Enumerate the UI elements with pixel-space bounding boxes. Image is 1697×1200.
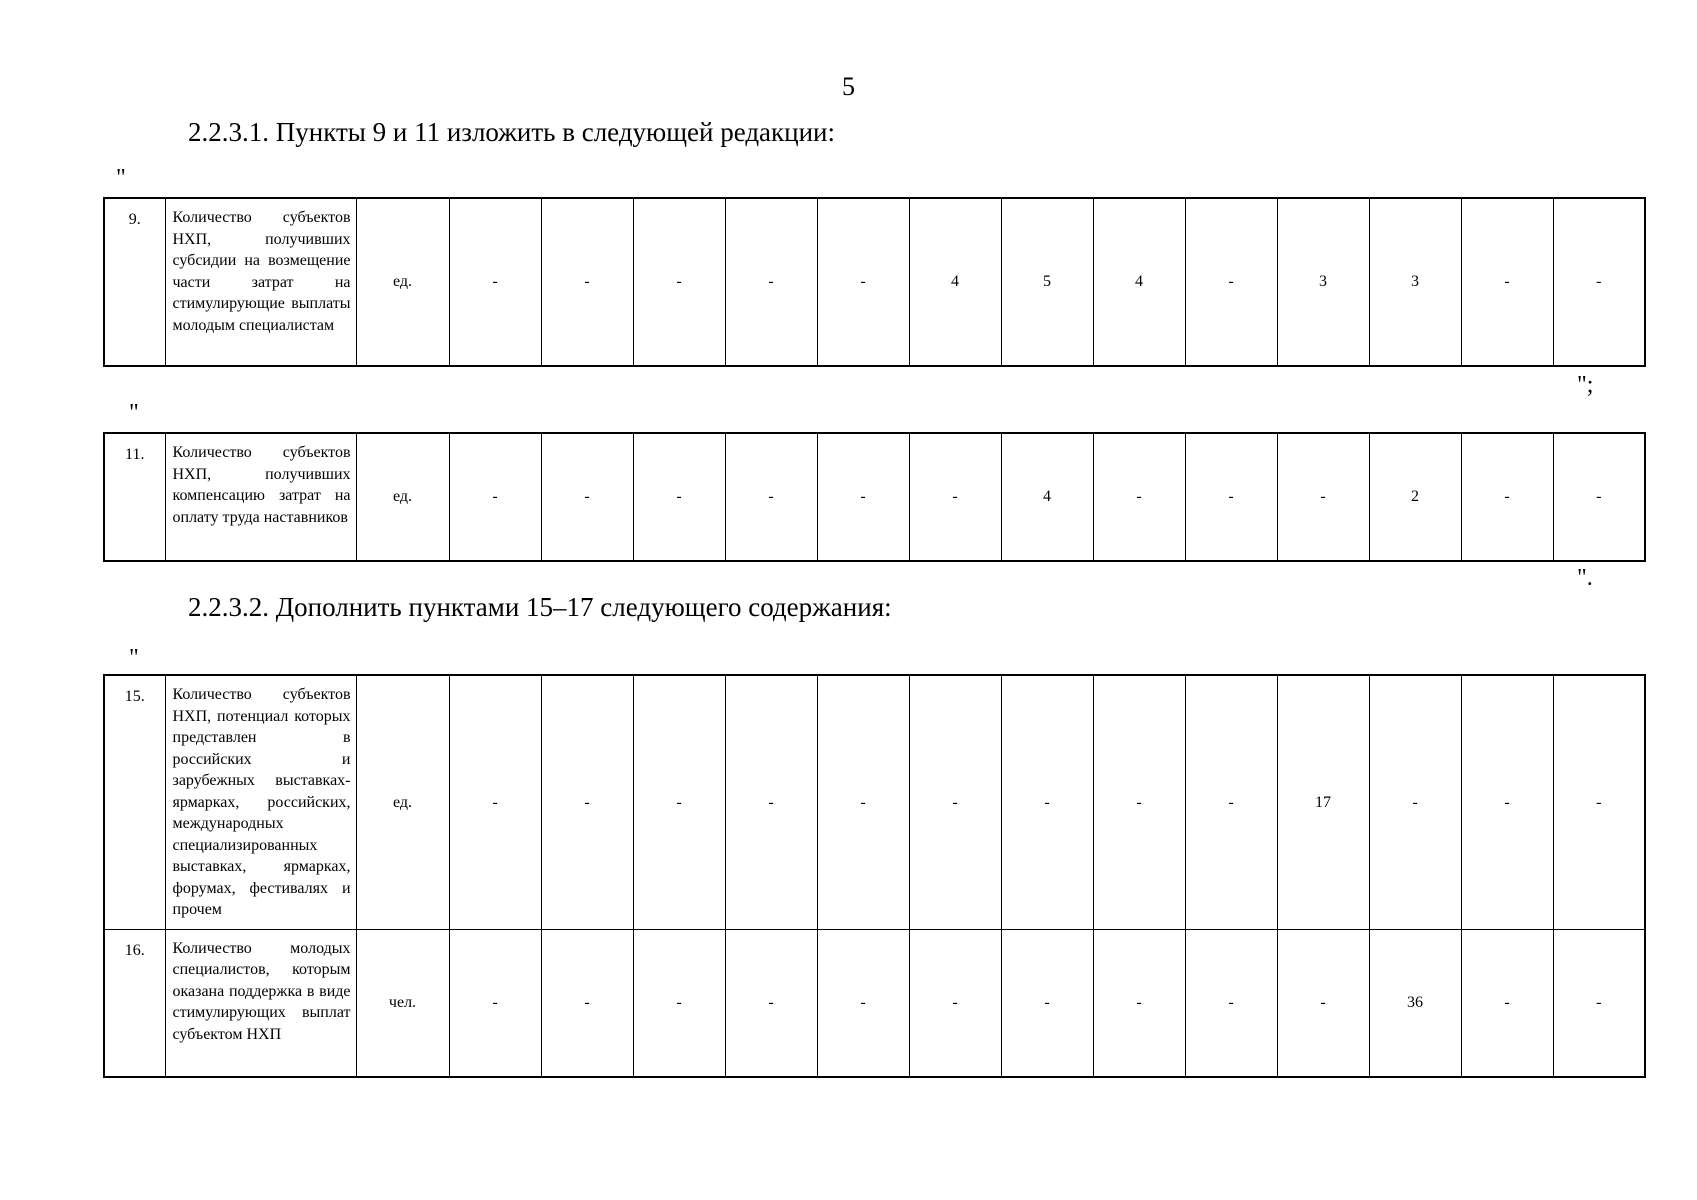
- value-cell: -: [1277, 929, 1369, 1077]
- unit-cell: ед.: [356, 198, 449, 366]
- indicator-description-cell: Количество субъектов НХП, потенциал которых представлен в российских и зарубежных выставках-ярмарках, российских, международных специализированных выставках, ярмарках, форумах, фестивалях и прочем: [165, 675, 356, 929]
- value-cell: -: [541, 675, 633, 929]
- value-cell: -: [1369, 675, 1461, 929]
- value-cell: -: [909, 675, 1001, 929]
- value-cell: -: [1461, 675, 1553, 929]
- value-cell: 36: [1369, 929, 1461, 1077]
- row-number-cell: 16.: [104, 929, 165, 1077]
- value-cell: -: [541, 198, 633, 366]
- value-cell: -: [817, 198, 909, 366]
- indicator-description-cell: Количество молодых специалистов, которым оказана поддержка в виде стимулирующих выплат субъектом НХП: [165, 929, 356, 1077]
- indicators-table-items-15-16: [103, 674, 1646, 1078]
- value-cell: -: [1185, 929, 1277, 1077]
- row-number-cell: 9.: [104, 198, 165, 366]
- value-cell: 4: [1093, 198, 1185, 366]
- value-cell: -: [725, 198, 817, 366]
- value-cell: 4: [909, 198, 1001, 366]
- value-cell: -: [1093, 929, 1185, 1077]
- value-cell: -: [633, 929, 725, 1077]
- opening-quote-mark: ": [129, 645, 139, 671]
- row-number-cell: 11.: [104, 433, 165, 561]
- value-cell: -: [1277, 433, 1369, 561]
- value-cell: 17: [1277, 675, 1369, 929]
- value-cell: -: [725, 675, 817, 929]
- value-cell: -: [1553, 198, 1645, 366]
- value-cell: -: [1461, 929, 1553, 1077]
- value-cell: -: [725, 433, 817, 561]
- value-cell: -: [541, 433, 633, 561]
- closing-quote-semicolon: ";: [1577, 372, 1594, 398]
- value-cell: -: [725, 929, 817, 1077]
- value-cell: -: [1185, 675, 1277, 929]
- indicator-description-cell: Количество субъектов НХП, получивших компенсацию затрат на оплату труда наставников: [165, 433, 356, 561]
- indicators-table-item-9: [103, 197, 1646, 367]
- value-cell: 3: [1277, 198, 1369, 366]
- value-cell: -: [1185, 198, 1277, 366]
- unit-cell: ед.: [356, 433, 449, 561]
- value-cell: -: [817, 929, 909, 1077]
- section-heading-2-2-3-2: 2.2.3.2. Дополнить пунктами 15–17 следующего содержания:: [188, 592, 892, 622]
- value-cell: -: [541, 929, 633, 1077]
- value-cell: -: [449, 198, 541, 366]
- value-cell: -: [1461, 433, 1553, 561]
- value-cell: -: [1001, 675, 1093, 929]
- value-cell: 2: [1369, 433, 1461, 561]
- page-number: 5: [842, 72, 855, 101]
- value-cell: -: [633, 675, 725, 929]
- value-cell: -: [633, 198, 725, 366]
- value-cell: -: [449, 433, 541, 561]
- indicators-table-item-11: [103, 432, 1646, 562]
- row-number-cell: 15.: [104, 675, 165, 929]
- unit-cell: ед.: [356, 675, 449, 929]
- value-cell: -: [817, 433, 909, 561]
- value-cell: 3: [1369, 198, 1461, 366]
- table-row: [104, 675, 1645, 929]
- value-cell: -: [449, 929, 541, 1077]
- value-cell: -: [1093, 433, 1185, 561]
- table-row: [104, 929, 1645, 1077]
- value-cell: -: [1461, 198, 1553, 366]
- value-cell: -: [1553, 433, 1645, 561]
- value-cell: -: [1553, 929, 1645, 1077]
- closing-quote-period: ".: [1577, 565, 1593, 591]
- value-cell: -: [449, 675, 541, 929]
- table-row: [104, 198, 1645, 366]
- section-heading-2-2-3-1: 2.2.3.1. Пункты 9 и 11 изложить в следующей редакции:: [188, 117, 836, 147]
- value-cell: -: [1093, 675, 1185, 929]
- value-cell: -: [909, 433, 1001, 561]
- opening-quote-mark: ": [116, 165, 126, 191]
- value-cell: -: [817, 675, 909, 929]
- value-cell: 5: [1001, 198, 1093, 366]
- table-row: [104, 433, 1645, 561]
- value-cell: 4: [1001, 433, 1093, 561]
- value-cell: -: [1001, 929, 1093, 1077]
- indicator-description-cell: Количество субъектов НХП, получивших субсидии на возмещение части затрат на стимулирующие выплаты молодым специалистам: [165, 198, 356, 366]
- value-cell: -: [1553, 675, 1645, 929]
- value-cell: -: [633, 433, 725, 561]
- opening-quote-mark: ": [129, 400, 139, 426]
- value-cell: -: [909, 929, 1001, 1077]
- value-cell: -: [1185, 433, 1277, 561]
- unit-cell: чел.: [356, 929, 449, 1077]
